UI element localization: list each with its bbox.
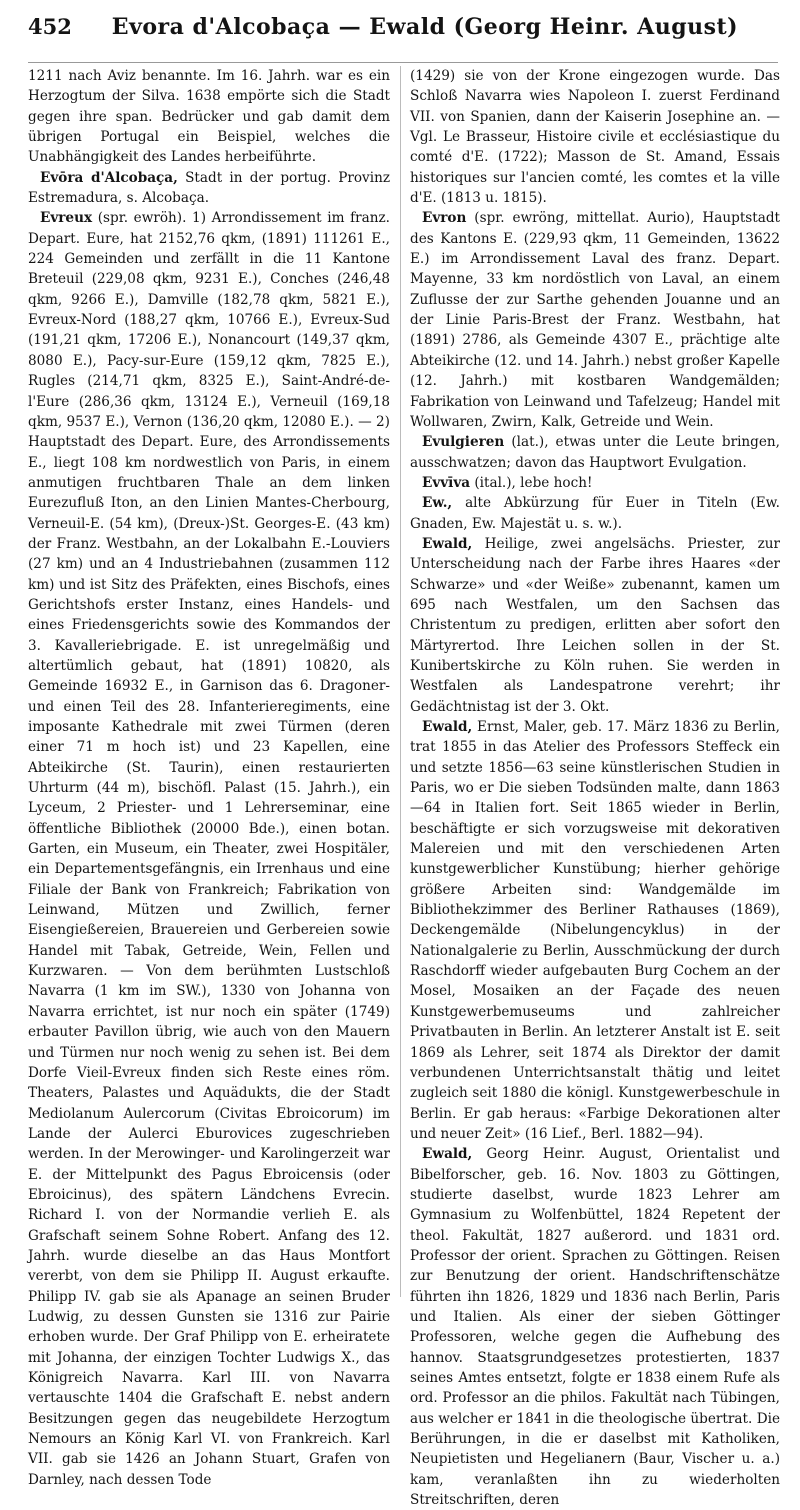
dictionary-entry [410, 473, 780, 493]
entry-text: (lat.), etwas unter die Leute bringen, ausschwatzen; davon das Hauptwort Evulgation. [410, 434, 780, 471]
page-header [28, 14, 778, 63]
left-column [28, 66, 390, 1488]
continuation-paragraph [410, 66, 780, 208]
continuation-paragraph [28, 66, 390, 168]
right-column [410, 66, 780, 1509]
entry-text: Georg Heinr. August, Orientalist und Bibelforscher, geb. 16. Nov. 1803 zu Göttingen, studierte daselbst, wurde 1823 Lehrer am Gymnasium zu Wolfenbüttel, 1824 Repetent der theol. Fakultät, 1827 außerord. und 1831 ord. Professor der orient. Sprachen zu Göttingen. Reisen zur Benutzung der orient. Handschriftenschätze führten ihn 1826, 1829 und 1836 nach Berlin, Paris und Italien. Als einer der sieben Göttinger Professoren, welche gegen die Aufhebung des hannov. Staatsgrundgesetzes protestierten, 1837 seines Amtes entsetzt, folgte er 1838 einem Rufe als ord. Professor an die philos. Fakultät nach Tübingen, aus welcher er 1841 in die theologische übertrat. Die Berührungen, in die er daselbst mit Katholiken, Neupietisten und Hegelianern (Baur, Vischer u. a.) kam, veranlaßten ihn zu wiederholten Streitschriften, deren [410, 1146, 780, 1509]
entry-text: Stadt in der portug. Provinz Estremadura, s. Alcobaça. [28, 169, 390, 207]
entry-headword: Ew., [422, 495, 453, 512]
entry-headword: Ewald, [422, 535, 473, 552]
entry-text: Ernst, Maler, geb. 17. März 1836 zu Berlin, trat 1855 in das Atelier des Professors Steffeck ein und setzte 1856—63 seine künstlerischen Studien in Paris, wo er Die sieben Todsünden malte, dann 1863—64 in Italien fort. Seit 1865 wieder in Berlin, beschäftigte er sich vorzugsweise mit dekorativen Malereien und mit den verschiedenen Arten kunstgewerblicher Kunstübung; hierher gehörige größere Arbeiten sind: Wandgemälde im Bibliothekzimmer des Berliner Rathauses (1869), Deckengemälde (Nibelungencyklus) in der Nationalgalerie zu Berlin, Ausschmückung der durch Raschdorff wieder aufgebauten Burg Cochem an der Mosel, Mosaiken an der Façade des neuen Kunstgewerbemuseums und zahlreicher Privatbauten in Berlin. An letzterer Anstalt ist E. seit 1869 als Lehrer, seit 1874 als Direktor der damit verbundenen Unterrichtsanstalt thätig und leitet zugleich seit 1880 die königl. Kunstgewerbeschule in Berlin. Er gab heraus: «Farbige Dekorationen alter und neuer Zeit» (16 Lief., Berl. 1882—94). [410, 719, 780, 1142]
entry-text: (1429) sie von der Krone eingezogen wurde. Das Schloß Navarra wies Napoleon I. zuerst Ferdinand VII. von Spanien, dann der Kaiserin Josephine an. — Vgl. Le Brasseur, Histoire civile et ecclésiastique du comté d'E. (1722); Masson de St. Amand, Essais historiques sur l'ancien comté, les comtes et la ville d'E. (1813 u. 1815). [410, 68, 780, 207]
dictionary-entry [410, 1144, 780, 1510]
entry-headword: Evvīva [422, 474, 471, 491]
entry-headword: Ewald, [422, 1146, 473, 1163]
dictionary-entry [410, 208, 780, 432]
entry-text: Heilige, zwei angelsächs. Priester, zur Unterscheidung nach der Farbe ihres Haares «der Schwarze» und «der Weiße» zubenannt, kamen um 695 nach Westfalen, um den Sachsen das Christentum zu predigen, erlitten aber sofort den Märtyrertod. Ihre Leichen sollen in der St. Kunibertskirche zu Köln ruhen. Sie werden in Westfalen als Landespatrone verehrt; ihr Gedächtnistag ist der 3. Okt. [410, 535, 780, 715]
entry-headword: Evron [422, 210, 467, 227]
dictionary-entry [28, 168, 390, 209]
entry-headword: Ewald, [422, 719, 473, 735]
entry-text: (ital.), lebe hoch! [470, 474, 593, 491]
entry-headword: Evōra d'Alcobaça, [40, 169, 178, 186]
dictionary-entry [410, 432, 780, 473]
column-divider [400, 66, 401, 1297]
running-head: Evora d'Alcobaça — Ewald (Georg Heinr. August) [111, 14, 739, 40]
entry-text: (spr. ewröh). 1) Arrondissement im franz. Depart. Eure, hat 2152,76 qkm, (1891) 111261 E., 224 Gemeinden und zerfällt in die 11 Kantone Breteuil (229,08 qkm, 9231 E.), Conches (246,48 qkm, 9266 E.), Damville (182,78 qkm, 5821 E.), Evreux-Nord (188,27 qkm, 10766 E.), Evreux-Sud (191,21 qkm, 17206 E.), Nonancourt (149,37 qkm, 8080 E.), Pacy-sur-Eure (159,12 qkm, 7825 E.), Rugles (214,71 qkm, 8325 E.), Saint-André-de-l'Eure (286,36 qkm, 13124 E.), Verneuil (169,18 qkm, 9537 E.), Vernon (136,20 qkm, 12080 E.). — 2) Hauptstadt des Depart. Eure, des Arrondissements E., liegt 108 km nordwestlich von Paris, in einem anmutigen fruchtbaren Thale an dem linken Eurezufluß Iton, an den Linien Mantes-Cherbourg, Verneuil-E. (54 km), (Dreux-)St. Georges-E. (43 km) der Franz. Westbahn, an der Lokalbahn E.-Louviers (27 km) und an 4 Industriebahnen (zusammen 112 km) und ist Sitz des Präfekten, eines Bischofs, eines Gerichtshofs erster Instanz, eines Handels- und eines Friedensgerichts sowie des Kommandos der 3. Kavalleriebrigade. E. ist unregelmäßig und altertümlich gebaut, hat (1891) 10820, als Gemeinde 16932 E., in Garnison das 6. Dragoner- und einen Teil des 28. Infanterieregiments, eine imposante Kathedrale mit zwei Türmen (deren einer 71 m hoch ist) und 23 Kapellen, eine Abteikirche (St. Taurin), einen restaurierten Uhrturm (44 m), bischöfl. Palast (15. Jahrh.), ein Lyceum, 2 Priester- und 1 Lehrerseminar, eine öffentliche Bibliothek (20000 Bde.), einen botan. Garten, ein Museum, ein Theater, zwei Hospitäler, ein Departementsgefängnis, ein Irrenhaus und eine Filiale der Bank von Frankreich; Fabrikation von Leinwand, Mützen und Zwillich, ferner Eisengießereien, Brauereien und Gerbereien sowie Handel mit Tabak, Getreide, Wein, Fellen und Kurzwaren. — Von dem berühmten Lustschloß Navarra (1 km im SW.), 1330 von Johanna von Navarra errichtet, ist nur noch ein später (1749) erbauter Pavillon übrig, wie auch von den Mauern und Türmen nur noch wenig zu sehen ist. Bei dem Dorfe Vieil-Evreux finden sich Reste eines röm. Theaters, Palastes und Aquädukts, die der Stadt Mediolanum Aulercorum (Civitas Ebroicorum) im Lande der Aulerci Eburovices zugeschrieben werden. In der Merowinger- und Karolingerzeit war E. der Mittelpunkt des Pagus Ebroicensis (oder Ebroicinus), des spätern Ländchens Evrecin. Richard I. von der Normandie verlieh E. als Grafschaft seinem Sohne Robert. Anfang des 12. Jahrh. wurde dieselbe an das Haus Montfort vererbt, von dem sie Philipp II. August erkaufte. Philipp IV. gab sie als Apanage an seinen Bruder Ludwig, zu dessen Gunsten sie 1316 zur Pairie erhoben wurde. Der Graf Philipp von E. erheiratete mit Johanna, der einzigen Tochter Ludwigs X., das Königreich Navarra. Karl III. von Navarra vertauschte 1404 die Grafschaft E. nebst andern Besitzungen gegen das neugebildete Herzogtum Nemours an König Karl VI. von Frankreich. Karl VII. gab sie 1426 an Johann Stuart, Grafen von Darnley, nach dessen Tode [28, 210, 390, 1488]
entry-text: 1211 nach Aviz benannte. Im 16. Jahrh. war es ein Herzogtum der Silva. 1638 empörte sich die Stadt gegen ihre span. Bedrücker und gab damit dem übrigen Portugal ein Beispiel, welches die Unabhängigkeit des Landes herbeiführte. [28, 68, 390, 166]
entry-text: alte Abkürzung für Euer in Titeln (Ew. Gnaden, Ew. Majestät u. s. w.). [410, 495, 780, 532]
entry-headword: Evulgieren [422, 434, 505, 451]
entry-text: (spr. ewröng, mittellat. Aurio), Hauptstadt des Kantons E. (229,93 qkm, 11 Gemeinden, 13622 E.) im Arrondissement Laval des franz. Depart. Mayenne, 33 km nordöstlich von Laval, an einem Zuflusse der zur Sarthe gehenden Jouanne und an der Linie Paris-Brest der Franz. Westbahn, hat (1891) 2786, als Gemeinde 4307 E., prächtige alte Abteikirche (12. und 14. Jahrh.) nebst großer Kapelle (12. Jahrh.) mit kostbaren Wandgemälden; Fabrikation von Leinwand und Tafelzeug; Handel mit Wollwaren, Zwirn, Kalk, Getreide und Wein. [410, 210, 780, 430]
dictionary-entry [410, 717, 780, 1144]
entry-headword: Evreux [40, 210, 93, 227]
dictionary-entry [410, 493, 780, 534]
dictionary-entry [28, 208, 390, 1490]
page-number: 452 [28, 14, 72, 39]
dictionary-entry [410, 534, 780, 717]
